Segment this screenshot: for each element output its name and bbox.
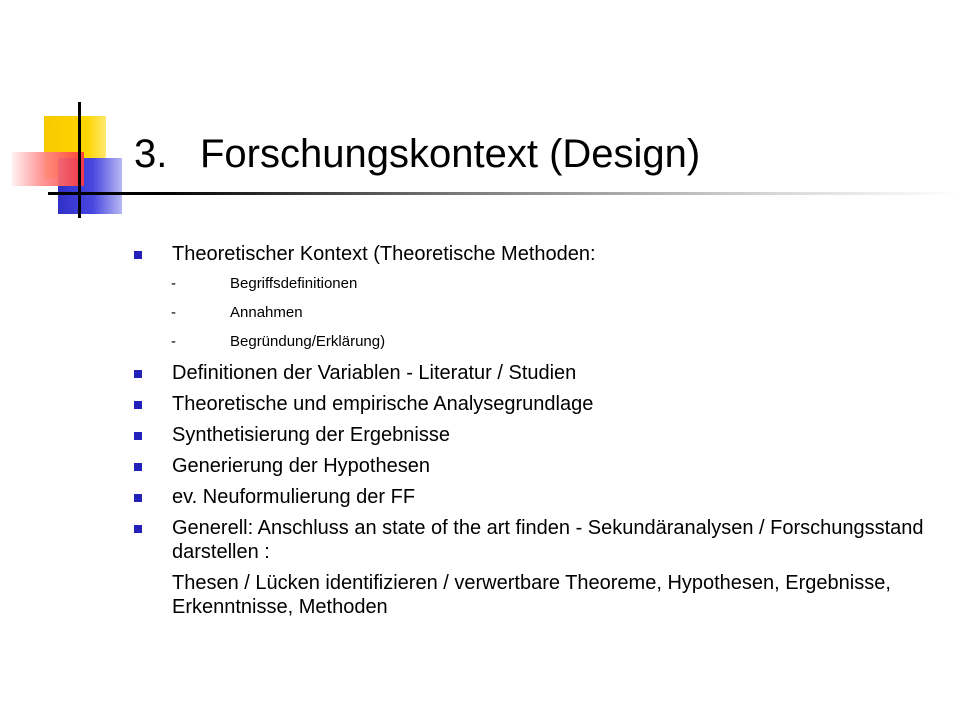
bullet-item (134, 423, 924, 447)
sub-item (134, 303, 924, 323)
sub-item-text: Begründung/Erklärung) (230, 333, 386, 350)
square-bullet-icon (134, 525, 142, 533)
sub-item-text: Annahmen (230, 304, 303, 321)
bullet-text: Theoretische und empirische Analysegrundlage (172, 393, 594, 415)
bullet-item (134, 516, 924, 564)
bullet-text: Definitionen der Variablen - Literatur / Studien (172, 362, 577, 384)
bullet-text: Theoretischer Kontext (Theoretische Methoden: (172, 243, 596, 265)
square-bullet-icon (134, 370, 142, 378)
sub-item-text: Begriffsdefinitionen (230, 275, 358, 292)
bullet-item (134, 392, 924, 416)
bullet-text: Synthetisierung der Ergebnisse (172, 424, 450, 446)
bullet-item (134, 361, 924, 385)
logo-vertical-line (78, 102, 81, 218)
dash-marker: - (171, 275, 176, 292)
bullet-item (134, 485, 924, 509)
title-underline (48, 192, 960, 195)
slide-title (134, 126, 700, 182)
square-bullet-icon (134, 251, 142, 259)
square-bullet-icon (134, 494, 142, 502)
title-number: 3. (134, 132, 168, 176)
bullet-text: ev. Neuformulierung der FF (172, 486, 416, 508)
sub-list (134, 274, 924, 352)
square-bullet-icon (134, 401, 142, 409)
logo-red-bar (12, 152, 84, 186)
bullet-item (134, 242, 924, 266)
bullet-item (134, 454, 924, 478)
dash-marker: - (171, 304, 176, 321)
bullet-text: Generierung der Hypothesen (172, 455, 430, 477)
slide-content (134, 242, 924, 619)
title-text: Forschungskontext (Design) (200, 132, 701, 176)
bullet-text: Generell: Anschluss an state of the art finden - Sekundäranalysen / Forschungsstand darstellen : (172, 517, 924, 563)
sub-item (134, 332, 924, 352)
square-bullet-icon (134, 463, 142, 471)
continuation-paragraph: Thesen / Lücken identifizieren / verwertbare Theoreme, Hypothesen, Ergebnisse, Erkenntnisse, Methoden (172, 572, 891, 618)
sub-item (134, 274, 924, 294)
dash-marker: - (171, 333, 176, 350)
square-bullet-icon (134, 432, 142, 440)
